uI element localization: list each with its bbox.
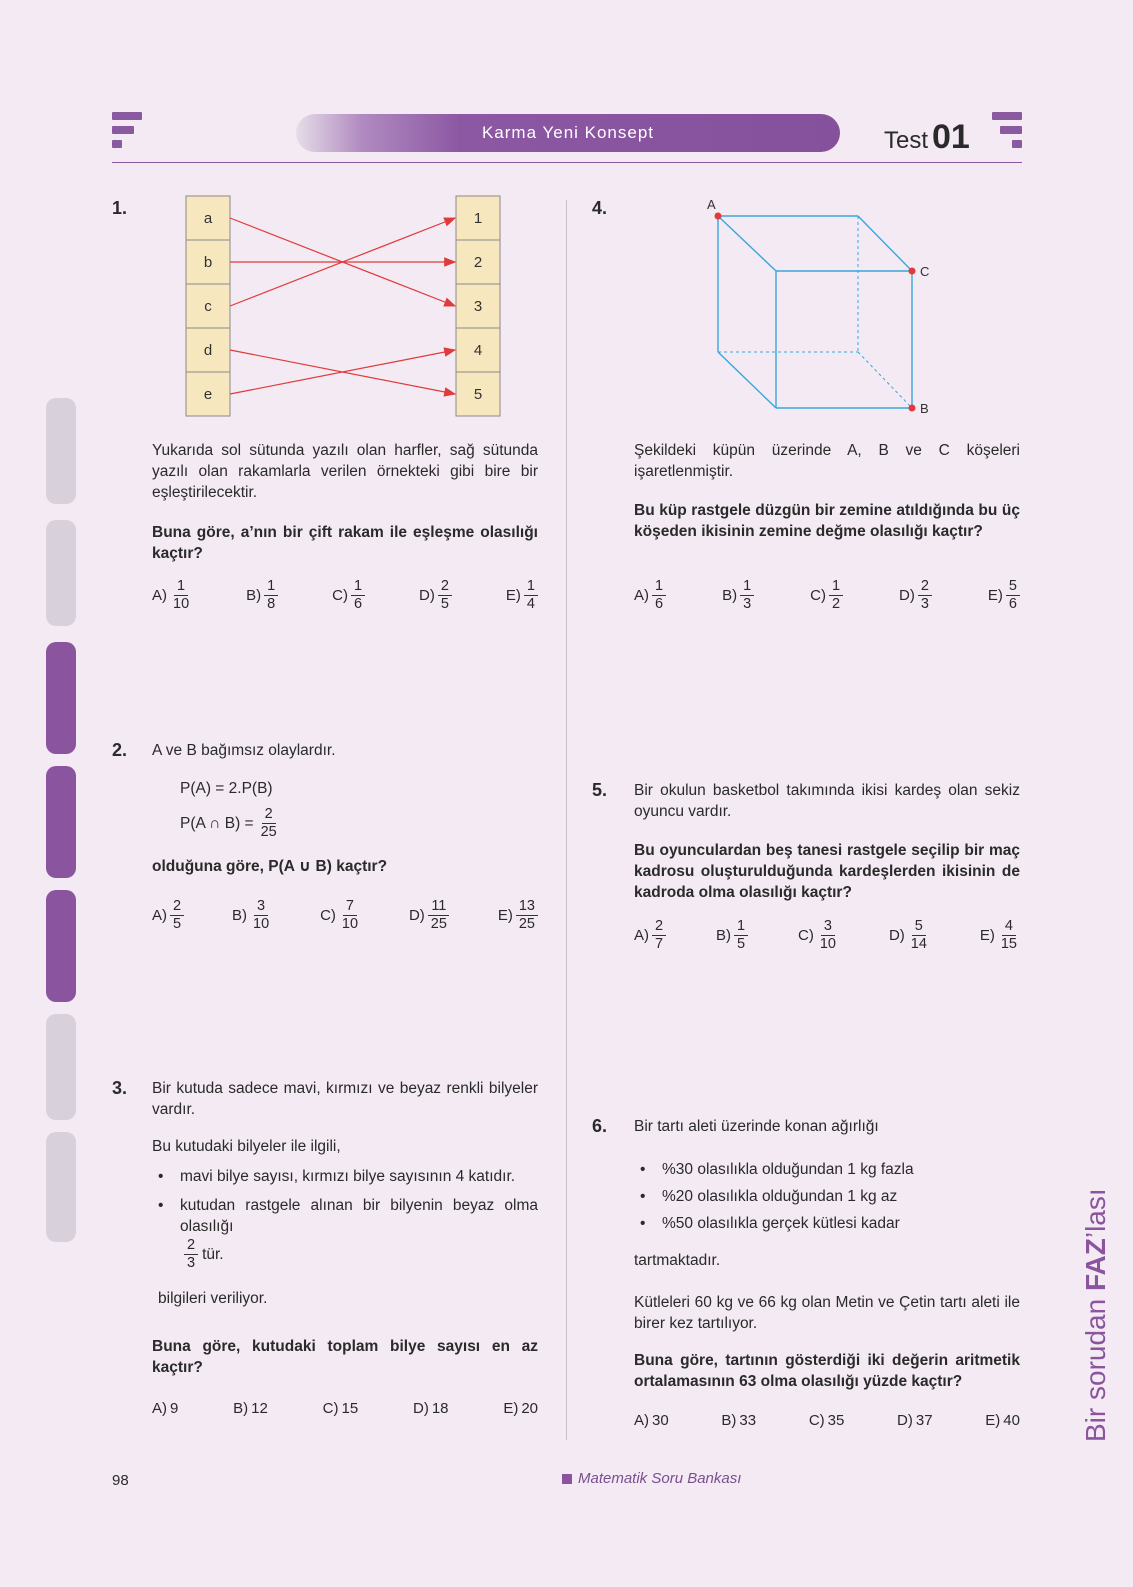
q3-question: Buna göre, kutudaki toplam bilye sayısı en az kaçtır? bbox=[152, 1338, 538, 1376]
header-logo-left bbox=[112, 112, 142, 154]
q4-text: Şekildeki küpün üzerinde A, B ve C köşeleri işaretlenmiştir. bbox=[634, 442, 1020, 480]
side-slogan-part: ’lası bbox=[1080, 1188, 1111, 1239]
q5-question: Bu oyunculardan beş tanesi rastgele seçilip bir maç kadrosu oluşturulduğunda kardeşlerden ikisinin de kadroda olma olasılığı kaçtır? bbox=[634, 842, 1020, 901]
option-value: 18 bbox=[431, 1400, 449, 1417]
answer-option[interactable] bbox=[506, 578, 538, 613]
fraction-denominator: 3 bbox=[187, 1255, 196, 1271]
fraction-denominator: 5 bbox=[173, 916, 182, 932]
option-label: D) bbox=[419, 587, 435, 604]
fraction-numerator: 2 bbox=[262, 806, 276, 824]
option-value: 12 bbox=[251, 1400, 268, 1417]
answer-option[interactable] bbox=[323, 1400, 359, 1417]
side-tab[interactable] bbox=[46, 1132, 76, 1242]
q5-options bbox=[634, 918, 1020, 953]
test-number: 01 bbox=[932, 118, 970, 156]
q3-bullet-1: • mavi bilye sayısı, kırmızı bilye sayısının 4 katıdır. bbox=[152, 1166, 538, 1187]
test-label bbox=[884, 118, 970, 157]
fraction-denominator: 25 bbox=[430, 916, 447, 932]
q4-question: Bu küp rastgele düzgün bir zemine atıldığında bu üç köşeden ikisinin zemine değme olasılığı kaçtır? bbox=[634, 502, 1020, 540]
fraction-denominator: 2 bbox=[831, 596, 841, 612]
left-box-label: b bbox=[203, 254, 213, 271]
question-number-5: 5. bbox=[592, 780, 608, 800]
option-fraction bbox=[250, 898, 272, 933]
option-label: D) bbox=[888, 927, 905, 944]
fraction-numerator: 2 bbox=[170, 898, 184, 916]
option-fraction bbox=[351, 578, 365, 613]
fraction-numerator: 11 bbox=[428, 898, 449, 916]
answer-option[interactable] bbox=[503, 1400, 538, 1417]
option-fraction bbox=[438, 578, 452, 613]
option-fraction bbox=[516, 898, 538, 933]
q6-after: tartmaktadır. bbox=[634, 1252, 721, 1269]
option-value: 35 bbox=[827, 1412, 845, 1429]
right-box-label: 3 bbox=[473, 298, 483, 315]
question-number-2: 2. bbox=[112, 740, 128, 760]
fraction-denominator: 3 bbox=[920, 596, 929, 612]
side-tab-active[interactable] bbox=[46, 766, 76, 878]
fraction-denominator: 7 bbox=[655, 936, 664, 952]
q3-bullet-2 bbox=[152, 1195, 538, 1272]
option-fraction bbox=[652, 578, 666, 613]
answer-option[interactable] bbox=[152, 898, 184, 933]
answer-option[interactable] bbox=[798, 918, 839, 953]
option-fraction bbox=[264, 578, 278, 613]
option-label: C) bbox=[320, 907, 336, 924]
answer-option[interactable] bbox=[634, 918, 666, 953]
matching-diagram bbox=[180, 194, 520, 426]
answer-option[interactable] bbox=[810, 578, 843, 613]
option-label: A) bbox=[152, 587, 167, 604]
fraction-denominator: 10 bbox=[173, 596, 190, 612]
answer-option[interactable] bbox=[899, 578, 932, 613]
answer-option[interactable] bbox=[152, 1400, 178, 1417]
fraction-numerator: 2 bbox=[184, 1237, 198, 1255]
fraction-denominator: 25 bbox=[260, 824, 277, 840]
option-value: 15 bbox=[341, 1400, 359, 1417]
option-label: C) bbox=[810, 587, 826, 604]
option-fraction bbox=[918, 578, 932, 613]
cube-diagram bbox=[700, 194, 950, 424]
right-box-label: 1 bbox=[473, 210, 483, 227]
option-label: D) bbox=[897, 1412, 913, 1429]
answer-option[interactable] bbox=[419, 578, 452, 613]
fraction-numerator: 5 bbox=[912, 918, 926, 936]
question-number-1: 1. bbox=[112, 198, 128, 218]
side-tab[interactable] bbox=[46, 398, 76, 504]
fraction-denominator: 10 bbox=[341, 916, 359, 932]
fraction-numerator: 2 bbox=[438, 578, 452, 596]
q3-after: bilgileri veriliyor. bbox=[158, 1290, 268, 1307]
q2-options bbox=[152, 898, 538, 933]
header-divider bbox=[112, 162, 1022, 163]
fraction-denominator: 4 bbox=[526, 596, 535, 612]
fraction-numerator: 1 bbox=[734, 918, 748, 936]
option-fraction bbox=[524, 578, 538, 613]
side-slogan-part: Bir sorudan bbox=[1080, 1291, 1111, 1442]
option-fraction bbox=[734, 918, 748, 953]
answer-option[interactable] bbox=[246, 578, 278, 613]
right-box-label: 2 bbox=[473, 254, 483, 271]
vertex-c-dot bbox=[909, 268, 916, 275]
fraction-numerator: 2 bbox=[918, 578, 932, 596]
option-label: A) bbox=[634, 587, 649, 604]
option-label: C) bbox=[798, 927, 814, 944]
column-divider bbox=[566, 200, 567, 1440]
answer-option[interactable] bbox=[809, 1412, 845, 1429]
answer-option[interactable] bbox=[152, 578, 192, 613]
q2-eq2-left: P(A ∩ B) = bbox=[180, 815, 254, 832]
option-label: A) bbox=[152, 1400, 167, 1417]
answer-option[interactable] bbox=[413, 1400, 449, 1417]
right-box-label: 5 bbox=[473, 386, 483, 403]
vertex-a-label: A bbox=[707, 197, 716, 212]
left-box-label: a bbox=[203, 210, 213, 227]
q6-options bbox=[634, 1412, 1020, 1429]
q2-intro: A ve B bağımsız olaylardır. bbox=[152, 742, 336, 759]
answer-option[interactable] bbox=[498, 898, 538, 933]
q3-bullet-2-text: • kutudan rastgele alınan bir bilyenin beyaz olma olasılığı bbox=[180, 1197, 538, 1235]
footer-title bbox=[562, 1470, 741, 1487]
answer-option[interactable] bbox=[988, 578, 1020, 613]
option-label: C) bbox=[332, 587, 348, 604]
vertex-b-label: B bbox=[920, 401, 929, 416]
left-box-label: c bbox=[204, 298, 212, 315]
option-label: C) bbox=[322, 1400, 339, 1417]
q6-bullet: • %20 olasılıkla olduğundan 1 kg az bbox=[634, 1183, 1020, 1210]
fraction-denominator: 15 bbox=[1000, 936, 1017, 952]
q3-bullet-2-fraction bbox=[184, 1237, 198, 1272]
q3-bullets bbox=[152, 1166, 538, 1272]
fraction-denominator: 5 bbox=[737, 936, 746, 952]
option-fraction bbox=[998, 918, 1020, 953]
q3-bullet-2-suffix: tür. bbox=[202, 1246, 224, 1263]
q3-intro: Bir kutuda sadece mavi, kırmızı ve beyaz renkli bilyeler vardır. bbox=[152, 1080, 538, 1118]
q2-eq1: P(A) = 2.P(B) bbox=[180, 780, 273, 797]
answer-option[interactable] bbox=[634, 578, 666, 613]
option-label: E) bbox=[497, 907, 513, 924]
option-label: A) bbox=[152, 907, 167, 924]
fraction-denominator: 6 bbox=[655, 596, 664, 612]
q2-eq2-fraction bbox=[258, 806, 280, 841]
option-label: D) bbox=[408, 907, 425, 924]
side-tab-active[interactable] bbox=[46, 890, 76, 1002]
fraction-numerator: 1 bbox=[740, 578, 754, 596]
option-label: B) bbox=[246, 587, 262, 604]
fraction-numerator: 1 bbox=[174, 578, 188, 596]
option-label: E) bbox=[505, 587, 521, 604]
q1-text: Yukarıda sol sütunda yazılı olan harfler, sağ sütunda yazılı olan rakamlarla verilen örnekteki gibi bire bir eşleştirilecektir. bbox=[152, 442, 538, 501]
fraction-denominator: 3 bbox=[743, 596, 752, 612]
option-fraction bbox=[652, 918, 666, 953]
option-fraction bbox=[1006, 578, 1020, 613]
answer-option[interactable] bbox=[332, 578, 365, 613]
option-label: E) bbox=[985, 1412, 1001, 1429]
q6-bullet: • %30 olasılıkla olduğundan 1 kg fazla bbox=[634, 1156, 1020, 1183]
fraction-denominator: 10 bbox=[819, 936, 836, 952]
option-fraction bbox=[740, 578, 754, 613]
q2-question: olduğuna göre, P(A ∪ B) kaçtır? bbox=[152, 858, 388, 875]
answer-option[interactable] bbox=[409, 898, 450, 933]
option-label: B) bbox=[721, 1412, 737, 1429]
answer-option[interactable] bbox=[232, 898, 272, 933]
option-fraction bbox=[908, 918, 930, 953]
footer-title-text: Matematik Soru Bankası bbox=[578, 1470, 742, 1487]
q3-options bbox=[152, 1400, 538, 1417]
test-word: Test bbox=[884, 127, 929, 154]
vertex-c-label: C bbox=[920, 264, 930, 279]
fraction-numerator: 13 bbox=[516, 898, 538, 916]
section-banner: Karma Yeni Konsept bbox=[296, 114, 840, 152]
right-box-label: 4 bbox=[473, 342, 483, 359]
fraction-numerator: 3 bbox=[821, 918, 835, 936]
option-value: 40 bbox=[1003, 1412, 1020, 1429]
option-label: B) bbox=[233, 1400, 249, 1417]
fraction-numerator: 5 bbox=[1006, 578, 1020, 596]
fraction-denominator: 5 bbox=[440, 596, 449, 612]
fraction-numerator: 3 bbox=[254, 898, 268, 916]
fraction-denominator: 6 bbox=[1008, 596, 1017, 612]
option-label: B) bbox=[722, 587, 738, 604]
q6-intro: Bir tartı aleti üzerinde konan ağırlığı bbox=[634, 1118, 879, 1135]
fraction-denominator: 25 bbox=[518, 916, 535, 932]
fraction-denominator: 10 bbox=[253, 916, 270, 932]
option-fraction bbox=[829, 578, 843, 613]
answer-option[interactable] bbox=[889, 918, 930, 953]
q2-eq2 bbox=[180, 806, 280, 841]
option-fraction bbox=[170, 898, 184, 933]
fraction-numerator: 7 bbox=[343, 898, 357, 916]
q6-question: Buna göre, tartının gösterdiği iki değerin aritmetik ortalamasının 63 olma olasılığı yüzde kaçtır? bbox=[634, 1352, 1020, 1390]
q6-bullet: • %50 olasılıkla gerçek kütlesi kadar bbox=[634, 1210, 1020, 1237]
fraction-numerator: 2 bbox=[652, 918, 666, 936]
option-value: 30 bbox=[652, 1412, 669, 1429]
question-number-3: 3. bbox=[112, 1078, 128, 1098]
fraction-numerator: 1 bbox=[524, 578, 538, 596]
side-tab[interactable] bbox=[46, 1014, 76, 1120]
q6-bullets bbox=[634, 1156, 1020, 1237]
option-value: 20 bbox=[521, 1400, 538, 1417]
option-label: D) bbox=[412, 1400, 429, 1417]
vertex-a-dot bbox=[715, 213, 722, 220]
q4-options bbox=[634, 578, 1020, 613]
footer-square-icon bbox=[562, 1474, 572, 1484]
page-number: 98 bbox=[112, 1472, 129, 1489]
vertex-b-dot bbox=[909, 405, 916, 412]
q5-intro: Bir okulun basketbol takımında ikisi kardeş olan sekiz oyuncu vardır. bbox=[634, 782, 1020, 820]
header-logo-right bbox=[992, 112, 1022, 154]
answer-option[interactable] bbox=[716, 918, 748, 953]
option-value: 33 bbox=[739, 1412, 757, 1429]
q1-options bbox=[152, 578, 538, 613]
option-fraction bbox=[428, 898, 450, 933]
option-fraction bbox=[817, 918, 839, 953]
fraction-numerator: 1 bbox=[652, 578, 666, 596]
option-label: E) bbox=[503, 1400, 519, 1417]
option-label: D) bbox=[899, 587, 915, 604]
question-number-4: 4. bbox=[592, 198, 608, 218]
fraction-denominator: 8 bbox=[267, 596, 276, 612]
answer-option[interactable] bbox=[985, 1412, 1020, 1429]
option-label: B) bbox=[232, 907, 247, 924]
option-value: 37 bbox=[915, 1412, 933, 1429]
option-label: A) bbox=[634, 1412, 649, 1429]
fraction-numerator: 1 bbox=[351, 578, 365, 596]
left-box-label: e bbox=[203, 386, 213, 403]
answer-option[interactable] bbox=[980, 918, 1020, 953]
side-tab-active[interactable] bbox=[46, 642, 76, 754]
answer-option[interactable] bbox=[634, 1412, 669, 1429]
side-slogan-bold: FAZ bbox=[1080, 1238, 1111, 1292]
fraction-denominator: 6 bbox=[353, 596, 363, 612]
side-slogan bbox=[1080, 1188, 1112, 1442]
fraction-numerator: 4 bbox=[1002, 918, 1016, 936]
option-label: C) bbox=[808, 1412, 825, 1429]
option-label: E) bbox=[987, 587, 1003, 604]
left-box-label: d bbox=[203, 342, 213, 359]
q1-question: Buna göre, a’nın bir çift rakam ile eşleşme olasılığı kaçtır? bbox=[152, 524, 538, 562]
fraction-numerator: 1 bbox=[829, 578, 843, 596]
answer-option[interactable] bbox=[722, 578, 754, 613]
answer-option[interactable] bbox=[897, 1412, 933, 1429]
fraction-numerator: 1 bbox=[264, 578, 278, 596]
answer-option[interactable] bbox=[233, 1400, 268, 1417]
option-fraction bbox=[170, 578, 192, 613]
question-number-6: 6. bbox=[592, 1116, 608, 1136]
side-tab[interactable] bbox=[46, 520, 76, 626]
option-fraction bbox=[339, 898, 361, 933]
q6-text2: Kütleleri 60 kg ve 66 kg olan Metin ve Çetin tartı aleti ile birer kez tartılıyor. bbox=[634, 1294, 1020, 1332]
option-label: A) bbox=[634, 927, 649, 944]
option-value: 9 bbox=[170, 1400, 179, 1417]
option-label: B) bbox=[716, 927, 732, 944]
answer-option[interactable] bbox=[320, 898, 361, 933]
fraction-denominator: 14 bbox=[910, 936, 927, 952]
q3-lead: Bu kutudaki bilyeler ile ilgili, bbox=[152, 1138, 341, 1155]
answer-option[interactable] bbox=[721, 1412, 756, 1429]
option-label: E) bbox=[979, 927, 995, 944]
